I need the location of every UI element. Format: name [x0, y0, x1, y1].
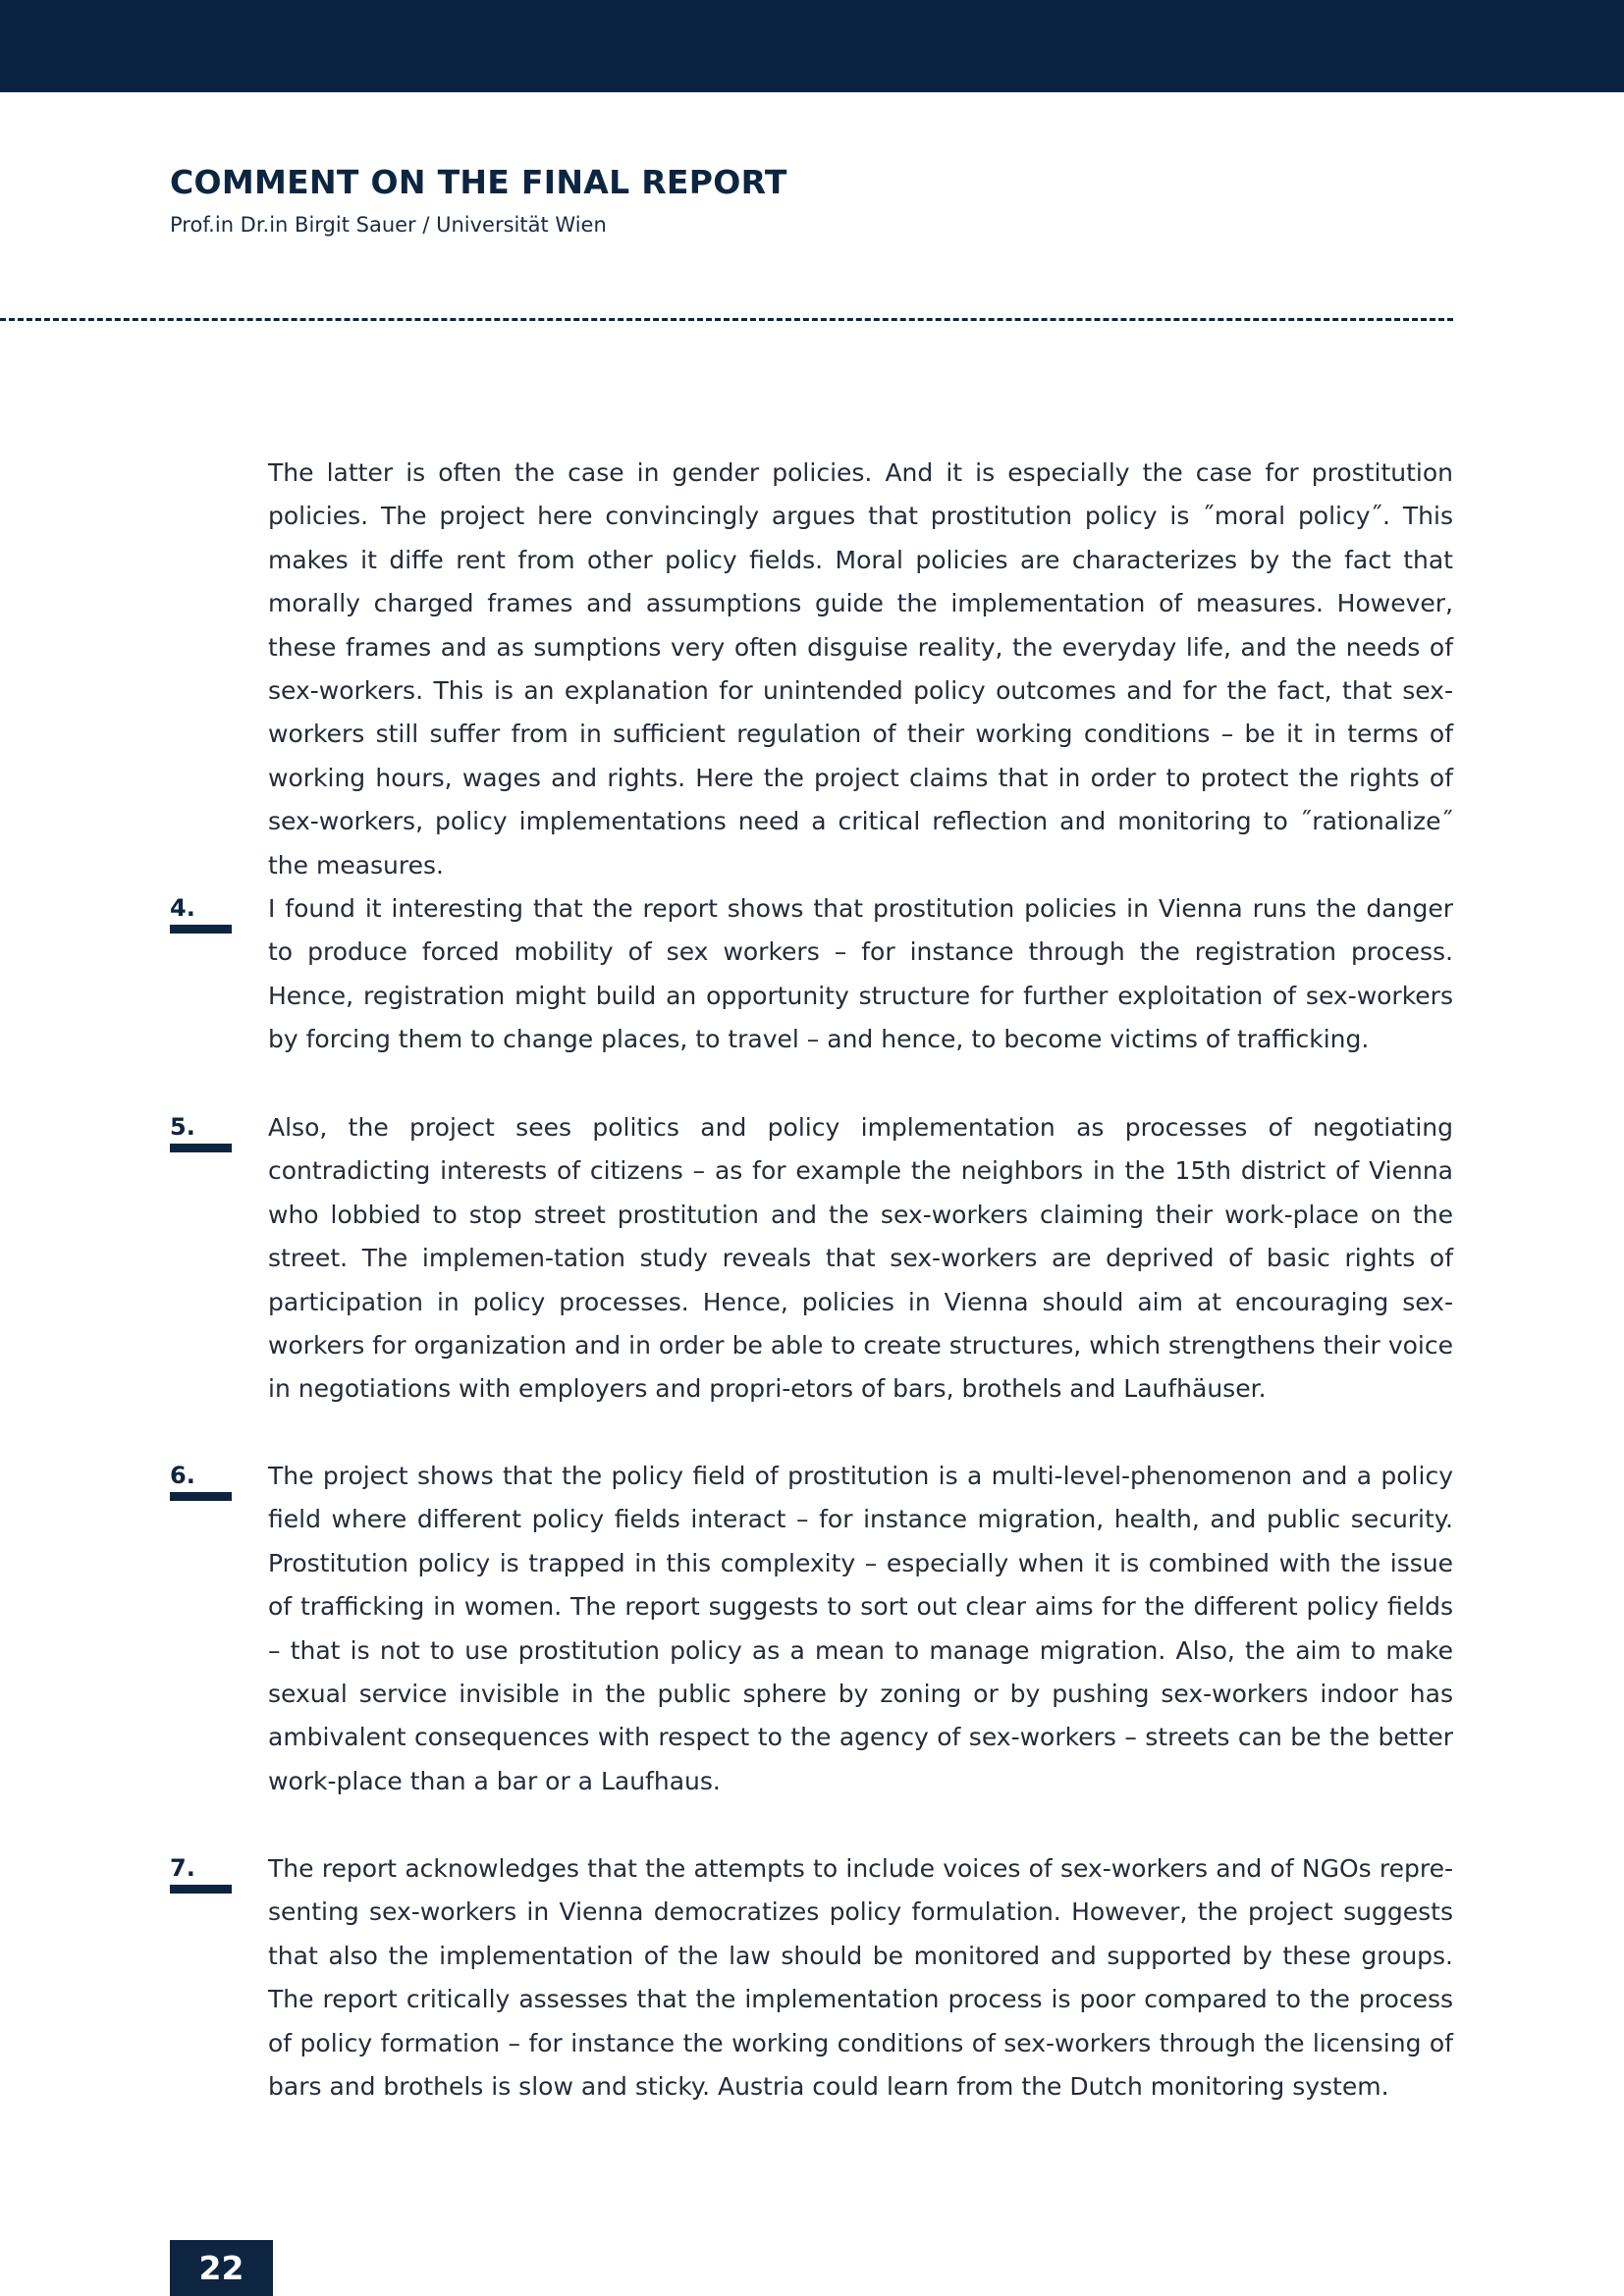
intro-paragraph: The latter is often the case in gender policies. And it is especially the case for prostitution policies. The project here convincingly argues that prostitution policy is ˝moral policy˝. This makes it diffe rent from other policy fields. Moral policies are characterizes by the fact that morally charged frames and assumptions guide the implementation of measures. However, these frames and as sumptions very often disguise reality, the everyday life, and the needs of sex-workers. This is an explanation for unintended policy outcomes and for the fact, that sex-workers still suffer from in sufficient regulation of their working conditions – be it in terms of working hours, wages and rights. Here the project claims that in order to protect the rights of sex-workers, policy implementations need a critical reflection and monitoring to ˝rationalize˝ the measures.: [268, 458, 1453, 880]
item-text: Also, the project sees politics and policy implementation as processes of negotiating contradicting interests of citizens – as for example the neighbors in the 15th district of Vienna who lobbied to stop street prostitution and the sex-workers claiming their work-place on the street. The implemen-tation study reveals that sex-workers are deprived of basic rights of participation in policy processes. Hence, policies in Vienna should aim at encouraging sex-workers for organization and in order be able to create structures, which strengthens their voice in negotiations with employers and propri-etors of bars, brothels and Laufhäuser.: [268, 1113, 1453, 1404]
number-underline-bar: [170, 1492, 232, 1501]
item-number: 7.: [170, 1854, 195, 1882]
item-text: The project shows that the policy field of prostitution is a multi-level-phenomenon and a policy field where different policy fields interact – for instance migration, health, and public security. Prostitution policy is trapped in this complexity – especially when it is combined with the issue of trafficking in women. The report suggests to sort out clear aims for the different policy fields – that is not to use prostitution policy as a mean to manage migration. Also, the aim to make sexual service invisible in the public sphere by zoning or by pushing sex-workers indoor has ambivalent consequences with respect to the agency of sex-workers – streets can be the better work-place than a bar or a Laufhaus.: [268, 1462, 1453, 1795]
number-underline-bar: [170, 1885, 232, 1894]
dashed-divider: [0, 318, 1453, 321]
item-number: 4.: [170, 894, 195, 922]
number-underline-bar: [170, 925, 232, 934]
item-text: I found it interesting that the report shows that prostitution policies in Vienna runs the danger to produce forced mobility of sex workers – for instance through the registration process. Hence, registration might build an opportunity structure for further exploitation of sex-workers by forcing them to change places, to travel – and hence, to become victims of trafficking.: [268, 894, 1453, 1054]
author-line: Prof.in Dr.in Birgit Sauer / Universität Wien: [170, 213, 607, 237]
item-number: 5.: [170, 1113, 195, 1141]
item-number: 6.: [170, 1462, 195, 1489]
page-number: 22: [170, 2240, 273, 2296]
page-title: COMMENT ON THE FINAL REPORT: [170, 163, 787, 201]
top-banner: [0, 0, 1624, 92]
number-underline-bar: [170, 1144, 232, 1152]
item-text: The report acknowledges that the attempts to include voices of sex-workers and of NGOs repre-senting sex-workers in Vienna democratizes policy formulation. However, the project suggests that also the implementation of the law should be monitored and supported by these groups. The report critically assesses that the implementation process is poor compared to the process of policy formation – for instance the working conditions of sex-workers through the licensing of bars and brothels is slow and sticky. Austria could learn from the Dutch monitoring system.: [268, 1854, 1453, 2102]
